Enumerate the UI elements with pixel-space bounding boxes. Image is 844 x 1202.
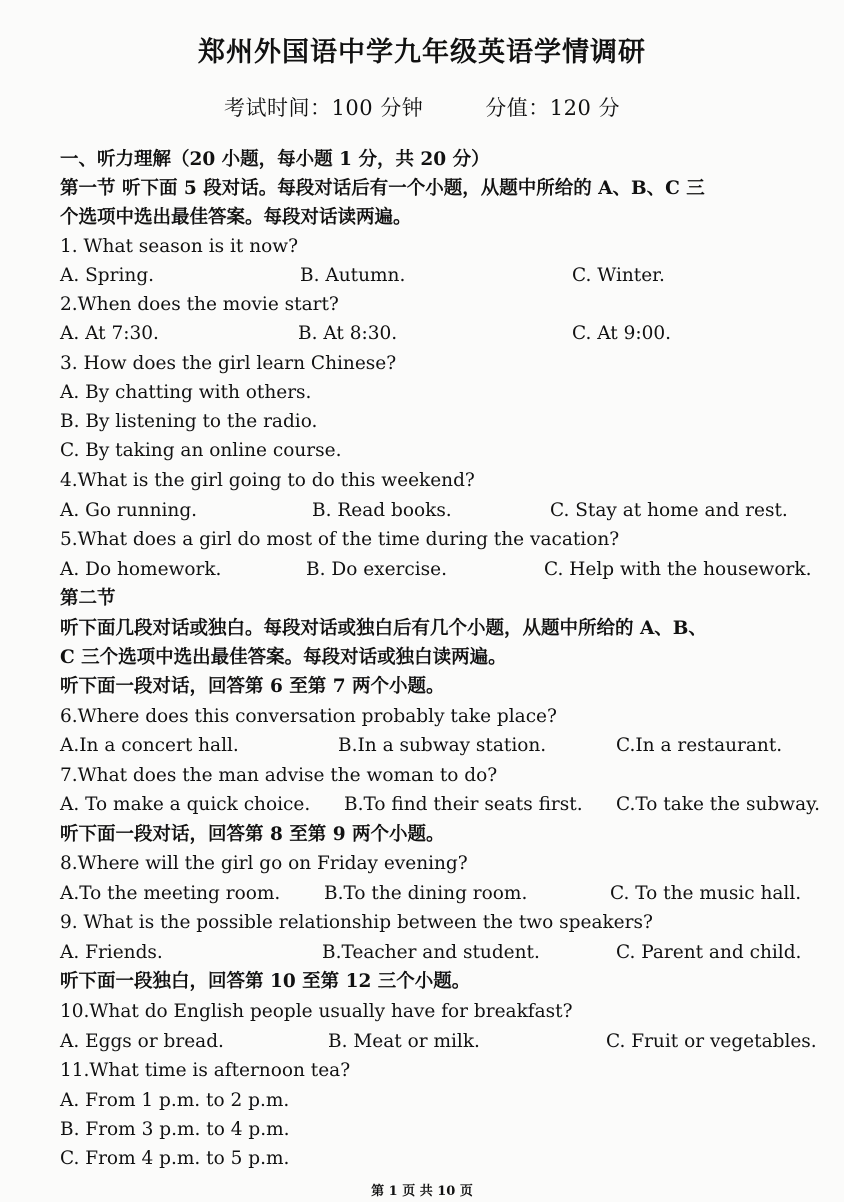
option-c: C. Stay at home and rest.: [550, 500, 788, 521]
option-b: B.In a subway station.: [338, 735, 547, 756]
group-instruction-8-9: 听下面一段对话，回答第 8 至第 9 两个小题。: [60, 824, 445, 845]
section-heading: 一、听力理解（20 小题，每小题 1 分，共 20 分）: [60, 149, 490, 170]
question-5-options: [60, 556, 820, 584]
question-8-options: [60, 880, 820, 908]
question-1-options: [60, 262, 820, 290]
option-c: C. To the music hall.: [610, 883, 802, 904]
question-3-option-a: A. By chatting with others.: [60, 382, 312, 403]
option-c: C. At 9:00.: [572, 323, 672, 344]
option-a: A. Friends.: [60, 942, 163, 963]
option-b: B.To find their seats first.: [344, 794, 583, 815]
question-7-options: [60, 791, 820, 819]
option-a: A. Eggs or bread.: [60, 1031, 224, 1052]
question-9-options: [60, 939, 820, 967]
page-footer: 第 1 页 共 10 页: [371, 1184, 473, 1199]
question-5: 5.What does a girl do most of the time during the vacation?: [60, 529, 620, 550]
option-a: A. Go running.: [60, 500, 198, 521]
question-11-option-b: B. From 3 p.m. to 4 p.m.: [60, 1119, 290, 1140]
option-c: C.To take the subway.: [616, 794, 820, 815]
question-3-option-b: B. By listening to the radio.: [60, 411, 318, 432]
question-8: 8.Where will the girl go on Friday evening?: [60, 853, 468, 874]
exam-score: 分值：120 分: [485, 96, 621, 120]
question-9: 9. What is the possible relationship between the two speakers?: [60, 912, 653, 933]
part2-instructions-line1: 听下面几段对话或独白。每段对话或独白后有几个小题，从题中所给的 A、B、: [60, 618, 707, 639]
question-10-options: [60, 1028, 820, 1056]
question-3-option-c: C. By taking an online course.: [60, 440, 342, 461]
option-c: C. Help with the housework.: [544, 559, 812, 580]
option-b: B.To the dining room.: [324, 883, 528, 904]
part1-instructions-line1: 第一节 听下面 5 段对话。每段对话后有一个小题，从题中所给的 A、B、C 三: [60, 178, 705, 199]
question-10: 10.What do English people usually have for breakfast?: [60, 1001, 573, 1022]
question-11: 11.What time is afternoon tea?: [60, 1060, 351, 1081]
part1-instructions-line2: 个选项中选出最佳答案。每段对话读两遍。: [60, 207, 412, 228]
option-a: A. Do homework.: [60, 559, 222, 580]
option-c: C. Winter.: [572, 265, 665, 286]
question-2: 2.When does the movie start?: [60, 294, 339, 315]
exam-time: 考试时间：100 分钟: [223, 96, 424, 120]
option-c: C.In a restaurant.: [616, 735, 783, 756]
option-b: B. Autumn.: [300, 265, 406, 286]
part2-title: 第二节: [60, 588, 116, 609]
group-instruction-10-12: 听下面一段独白，回答第 10 至第 12 三个小题。: [60, 971, 471, 992]
option-b: B. Meat or milk.: [328, 1031, 480, 1052]
exam-info: [0, 92, 844, 122]
part2-instructions-line2: C 三个选项中选出最佳答案。每段对话或独白读两遍。: [60, 647, 507, 668]
question-1: 1. What season is it now?: [60, 236, 299, 257]
option-b: B. Do exercise.: [306, 559, 447, 580]
option-a: A. Spring.: [60, 265, 155, 286]
question-11-option-a: A. From 1 p.m. to 2 p.m.: [60, 1090, 290, 1111]
page-title: 郑州外国语中学九年级英语学情调研: [198, 37, 646, 68]
option-a: A.To the meeting room.: [60, 883, 281, 904]
option-b: B. Read books.: [312, 500, 452, 521]
question-4: 4.What is the girl going to do this weekend?: [60, 470, 475, 491]
option-b: B. At 8:30.: [298, 323, 398, 344]
option-a: A.In a concert hall.: [60, 735, 239, 756]
group-instruction-6-7: 听下面一段对话，回答第 6 至第 7 两个小题。: [60, 676, 445, 697]
option-b: B.Teacher and student.: [322, 942, 540, 963]
option-a: A. At 7:30.: [60, 323, 159, 344]
question-7: 7.What does the man advise the woman to do?: [60, 765, 498, 786]
question-6: 6.Where does this conversation probably take place?: [60, 706, 557, 727]
question-11-option-c: C. From 4 p.m. to 5 p.m.: [60, 1148, 290, 1169]
question-4-options: [60, 497, 820, 525]
option-a: A. To make a quick choice.: [60, 794, 311, 815]
question-6-options: [60, 732, 820, 760]
question-3: 3. How does the girl learn Chinese?: [60, 353, 397, 374]
option-c: C. Parent and child.: [616, 942, 802, 963]
question-2-options: [60, 320, 820, 348]
option-c: C. Fruit or vegetables.: [606, 1031, 817, 1052]
